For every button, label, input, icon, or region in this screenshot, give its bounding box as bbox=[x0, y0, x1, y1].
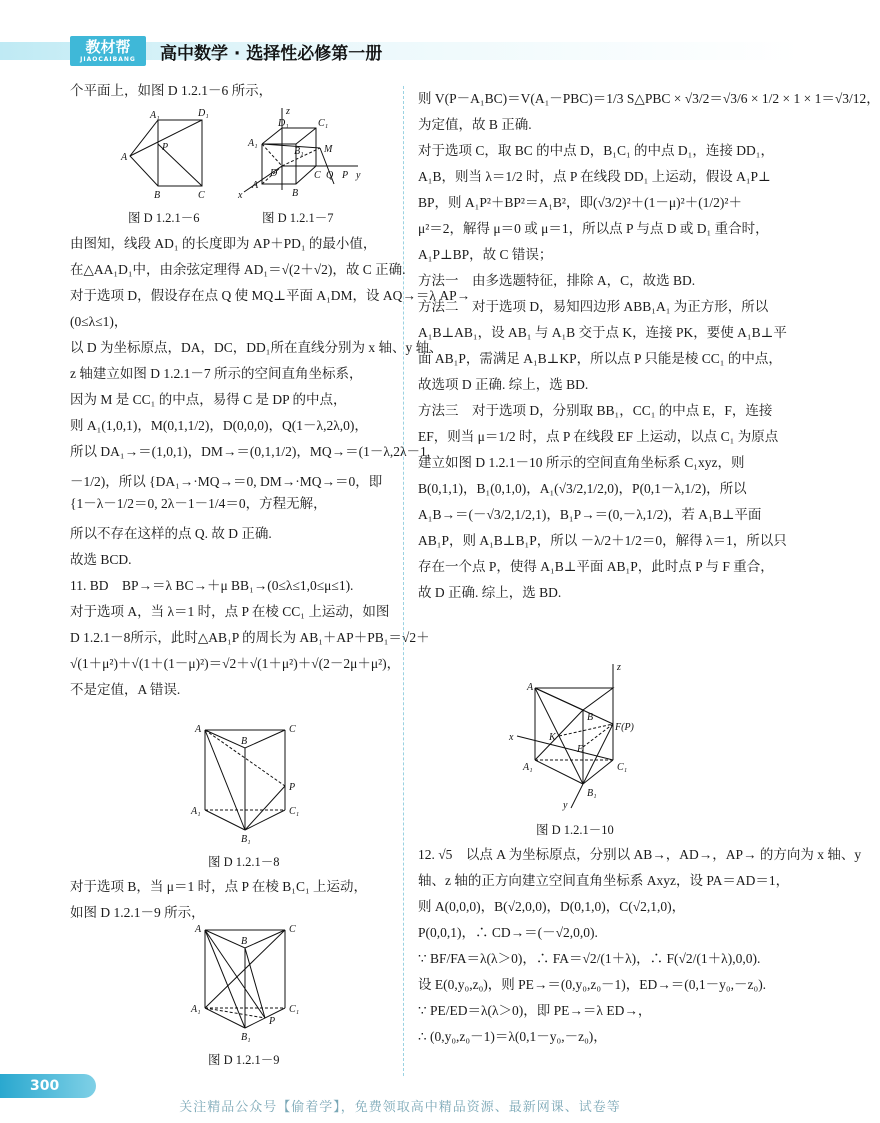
text-line: ∵ PE/ED＝λ(λ＞0)，即 PE→＝λ ED→， bbox=[418, 1003, 652, 1018]
text-line: P(0,0,1)，∴ CD→＝(－√2,0,0). bbox=[418, 925, 598, 940]
text-line: 存在一个点 P，使得 A₁B⊥平面 AB₁P，此时点 P 与 F 重合， bbox=[418, 559, 774, 574]
figure-d-1-2-1-10 bbox=[505, 660, 645, 810]
text-line: 方法一 由多选题特征，排除 A，C，故选 BD. bbox=[418, 273, 696, 288]
figure-d-1-2-1-8 bbox=[185, 720, 305, 846]
text-line: z 轴建立如图 D 1.2.1－7 所示的空间直角坐标系， bbox=[70, 366, 363, 381]
text-line: 为定值，故 B 正确. bbox=[418, 117, 532, 132]
fig-label: A bbox=[195, 924, 202, 935]
text-line: 由图知，线段 AD₁ 的长度即为 AP＋PD₁ 的最小值， bbox=[70, 236, 377, 251]
brand-logo: 教材帮 JIAOCAIBANG bbox=[70, 36, 146, 66]
text-line: 对于选项 C，取 BC 的中点 D，B₁C₁ 的中点 D₁，连接 DD₁， bbox=[418, 143, 774, 158]
fig-label: D bbox=[270, 168, 278, 179]
fig-label: x bbox=[238, 190, 243, 201]
fig-label: B bbox=[292, 188, 299, 199]
fig-label: z bbox=[286, 106, 290, 117]
fig-label: A bbox=[527, 682, 534, 693]
text-line: 如图 D 1.2.1－9 所示， bbox=[70, 905, 205, 920]
left-column-text bbox=[70, 231, 471, 703]
text-line: 设 E(0,y₀,z₀)，则 PE→＝(0,y₀,z₀－1)，ED→＝(0,1－y₀,－z₀). bbox=[418, 977, 767, 992]
fig-label: y bbox=[356, 170, 361, 181]
text-line: (0≤λ≤1)， bbox=[70, 314, 128, 329]
text-line: 方法三 对于选项 D，分别取 BB₁，CC₁ 的中点 E，F，连接 bbox=[418, 403, 773, 418]
text-line: 对于选项 B，当 μ＝1 时，点 P 在棱 B₁C₁ 上运动， bbox=[70, 879, 368, 894]
figure-caption: 图 D 1.2.1－10 bbox=[536, 823, 614, 837]
text-line: 建立如图 D 1.2.1－10 所示的空间直角坐标系 C₁xyz，则 bbox=[418, 455, 745, 470]
figure-caption: 图 D 1.2.1－9 bbox=[208, 1053, 280, 1067]
fig-label: B bbox=[587, 712, 594, 723]
text-line: √(1＋μ²)＋√(1＋(1－μ)²)＝√2＋√(1＋μ²)＋√(2－2μ＋μ²)， bbox=[70, 656, 401, 671]
fig-label: Q bbox=[326, 170, 334, 181]
fig-label: x bbox=[509, 732, 514, 743]
text-line: 在△AA₁D₁中，由余弦定理得 AD₁＝√(2＋√2)，故 C 正确. bbox=[70, 262, 406, 277]
fig-label: P bbox=[342, 170, 349, 181]
fig-label: C bbox=[198, 190, 205, 201]
figure-caption: 图 D 1.2.1－8 bbox=[208, 855, 280, 869]
fig-label: A₁ bbox=[191, 1004, 201, 1015]
text-line: A₁B，则当 λ＝1/2 时，点 P 在线段 DD₁ 上运动，假设 A₁P⊥ bbox=[418, 169, 771, 184]
figure-caption: 图 D 1.2.1－7 bbox=[262, 211, 334, 225]
footer-note: 关注精品公众号【偷着学】，免费领取高中精品资源、最新网课、试卷等 bbox=[179, 1100, 621, 1115]
fig-label: z bbox=[617, 662, 621, 673]
text-line: 则 A(0,0,0)，B(√2,0,0)，D(0,1,0)，C(√2,1,0)， bbox=[418, 899, 686, 914]
fig-label: P bbox=[162, 142, 169, 153]
fig-label: A bbox=[252, 180, 259, 191]
text-line: A₁B⊥AB₁，设 AB₁ 与 A₁B 交于点 K，连接 PK，要使 A₁B⊥平 bbox=[418, 325, 787, 340]
left-column bbox=[70, 78, 395, 104]
text-line: 所以 DA₁→＝(1,0,1)，DM→＝(0,1,1/2)，MQ→＝(1－λ,2λ－1, bbox=[70, 444, 431, 459]
fig-label: B bbox=[241, 936, 248, 947]
text-line: 故选项 D 正确. 综上，选 BD. bbox=[418, 377, 589, 392]
text-line: 轴、z 轴的正方向建立空间直角坐标系 Axyz，设 PA＝AD＝1， bbox=[418, 873, 790, 888]
fig-label: E bbox=[577, 744, 584, 755]
fig-label: C₁ bbox=[617, 762, 628, 773]
text-line: 以 D 为坐标原点，DA，DC，DD₁所在直线分别为 x 轴、y 轴、 bbox=[70, 340, 443, 355]
text-line: 则 V(P－A₁BC)＝V(A₁－PBC)＝1/3 S△PBC × √3/2＝√3/6 × 1/2 × 1 × 1＝√3/12， bbox=[418, 91, 880, 106]
text-line: AB₁P，则 A₁B⊥B₁P，所以 －λ/2＋1/2＝0，解得 λ＝1，所以只 bbox=[418, 533, 787, 548]
right-column bbox=[418, 86, 880, 606]
fig-label: B₁ bbox=[241, 834, 251, 845]
text-line: μ²＝2，解得 μ＝0 或 μ＝1，所以点 P 与点 D 或 D₁ 重合时， bbox=[418, 221, 769, 236]
left-column-tail bbox=[70, 874, 395, 926]
text-line: 11. BD BP→＝λ BC→＋μ BB₁→(0≤λ≤1,0≤μ≤1). bbox=[70, 578, 354, 593]
text-line: ∵ BF/FA＝λ(λ＞0)，∴ FA＝√2/(1＋λ)，∴ F(√2/(1＋λ),0,0). bbox=[418, 951, 761, 966]
text-line: 面 AB₁P，需满足 A₁B⊥KP，所以点 P 只能是棱 CC₁ 的中点， bbox=[418, 351, 782, 366]
fig-label: B₁ bbox=[587, 788, 597, 799]
figure-d-1-2-1-6 bbox=[118, 106, 218, 202]
figure-d-1-2-1-9 bbox=[185, 920, 305, 1046]
figure-caption: 图 D 1.2.1－6 bbox=[128, 211, 200, 225]
text-line: 对于选项 D，假设存在点 Q 使 MQ⊥平面 A₁DM，设 AQ→＝λ AP→ bbox=[70, 288, 471, 303]
right-column-tail bbox=[418, 842, 862, 1050]
text-line: 个平面上，如图 D 1.2.1－6 所示， bbox=[70, 83, 273, 98]
page-number: 300 bbox=[0, 1074, 96, 1098]
text-line: 方法二 对于选项 D，易知四边形 ABB₁A₁ 为正方形，所以 bbox=[418, 299, 769, 314]
fig-label: A bbox=[195, 724, 202, 735]
text-line: A₁P⊥BP，故 C 错误； bbox=[418, 247, 553, 262]
fig-label: A₁ bbox=[523, 762, 533, 773]
fig-label: B₁ bbox=[294, 146, 304, 157]
fig-label: y bbox=[563, 800, 568, 811]
fig-label: M bbox=[324, 144, 333, 155]
figure-d-1-2-1-7 bbox=[238, 104, 368, 200]
fig-label: C bbox=[289, 724, 296, 735]
text-line: 则 A₁(1,0,1)，M(0,1,1/2)，D(0,0,0)，Q(1－λ,2λ,0)， bbox=[70, 418, 368, 433]
fig-label: A₁ bbox=[191, 806, 201, 817]
book-title: 高中数学 · 选择性必修第一册 bbox=[160, 44, 383, 64]
fig-label: C₁ bbox=[289, 1004, 300, 1015]
fig-label: A₁ bbox=[150, 110, 160, 121]
text-line: 因为 M 是 CC₁ 的中点，易得 C 是 DP 的中点， bbox=[70, 392, 347, 407]
text-line: －1/2)，所以 {DA₁→·MQ→＝0, DM→·MQ→＝0，即 {1－λ－1/2＝0, 2λ－1－1/4＝0，方程无解， bbox=[70, 474, 383, 511]
fig-label: C₁ bbox=[289, 806, 300, 817]
text-line: 故选 BCD. bbox=[70, 552, 132, 567]
text-line: D 1.2.1－8所示，此时△AB₁P 的周长为 AB₁＋AP＋PB₁＝√2＋ bbox=[70, 630, 430, 645]
fig-label: P bbox=[269, 1016, 276, 1027]
fig-label: C₁ bbox=[318, 118, 329, 129]
column-divider bbox=[403, 86, 404, 1076]
text-line: B(0,1,1)，B₁(0,1,0)，A₁(√3/2,1/2,0)，P(0,1－λ,1/2)，所以 bbox=[418, 481, 747, 496]
text-line: 不是定值，A 错误. bbox=[70, 682, 181, 697]
text-line: BP，则 A₁P²＋BP²＝A₁B²，即(√3/2)²＋(1－μ)²＋(1/2)²＋ bbox=[418, 195, 742, 210]
page-header bbox=[0, 36, 800, 66]
fig-label: C bbox=[314, 170, 321, 181]
fig-label: K bbox=[549, 732, 556, 743]
text-line: 对于选项 A，当 λ＝1 时，点 P 在棱 CC₁ 上运动，如图 bbox=[70, 604, 390, 619]
fig-label: B bbox=[154, 190, 161, 201]
fig-label: P bbox=[289, 782, 296, 793]
fig-label: A₁ bbox=[248, 138, 258, 149]
fig-label: C bbox=[289, 924, 296, 935]
fig-label: B₁ bbox=[241, 1032, 251, 1043]
text-line: 12. √5 以点 A 为坐标原点，分别以 AB→，AD→，AP→ 的方向为 x 轴、y bbox=[418, 847, 862, 862]
fig-label: A bbox=[121, 152, 128, 163]
fig-label: D₁ bbox=[278, 118, 289, 129]
fig-label: F(P) bbox=[615, 722, 634, 733]
text-line: 故 D 正确. 综上，选 BD. bbox=[418, 585, 562, 600]
fig-label: D₁ bbox=[198, 108, 209, 119]
text-line: EF，则当 μ＝1/2 时，点 P 在线段 EF 上运动，以点 C₁ 为原点 bbox=[418, 429, 779, 444]
fig-label: B bbox=[241, 736, 248, 747]
text-line: 所以不存在这样的点 Q. 故 D 正确. bbox=[70, 526, 272, 541]
text-line: A₁B→＝(－√3/2,1/2,1)，B₁P→＝(0,－λ,1/2)，若 A₁B⊥平面 bbox=[418, 507, 762, 522]
text-line: ∴ (0,y₀,z₀－1)＝λ(0,1－y₀,－z₀)， bbox=[418, 1029, 607, 1044]
